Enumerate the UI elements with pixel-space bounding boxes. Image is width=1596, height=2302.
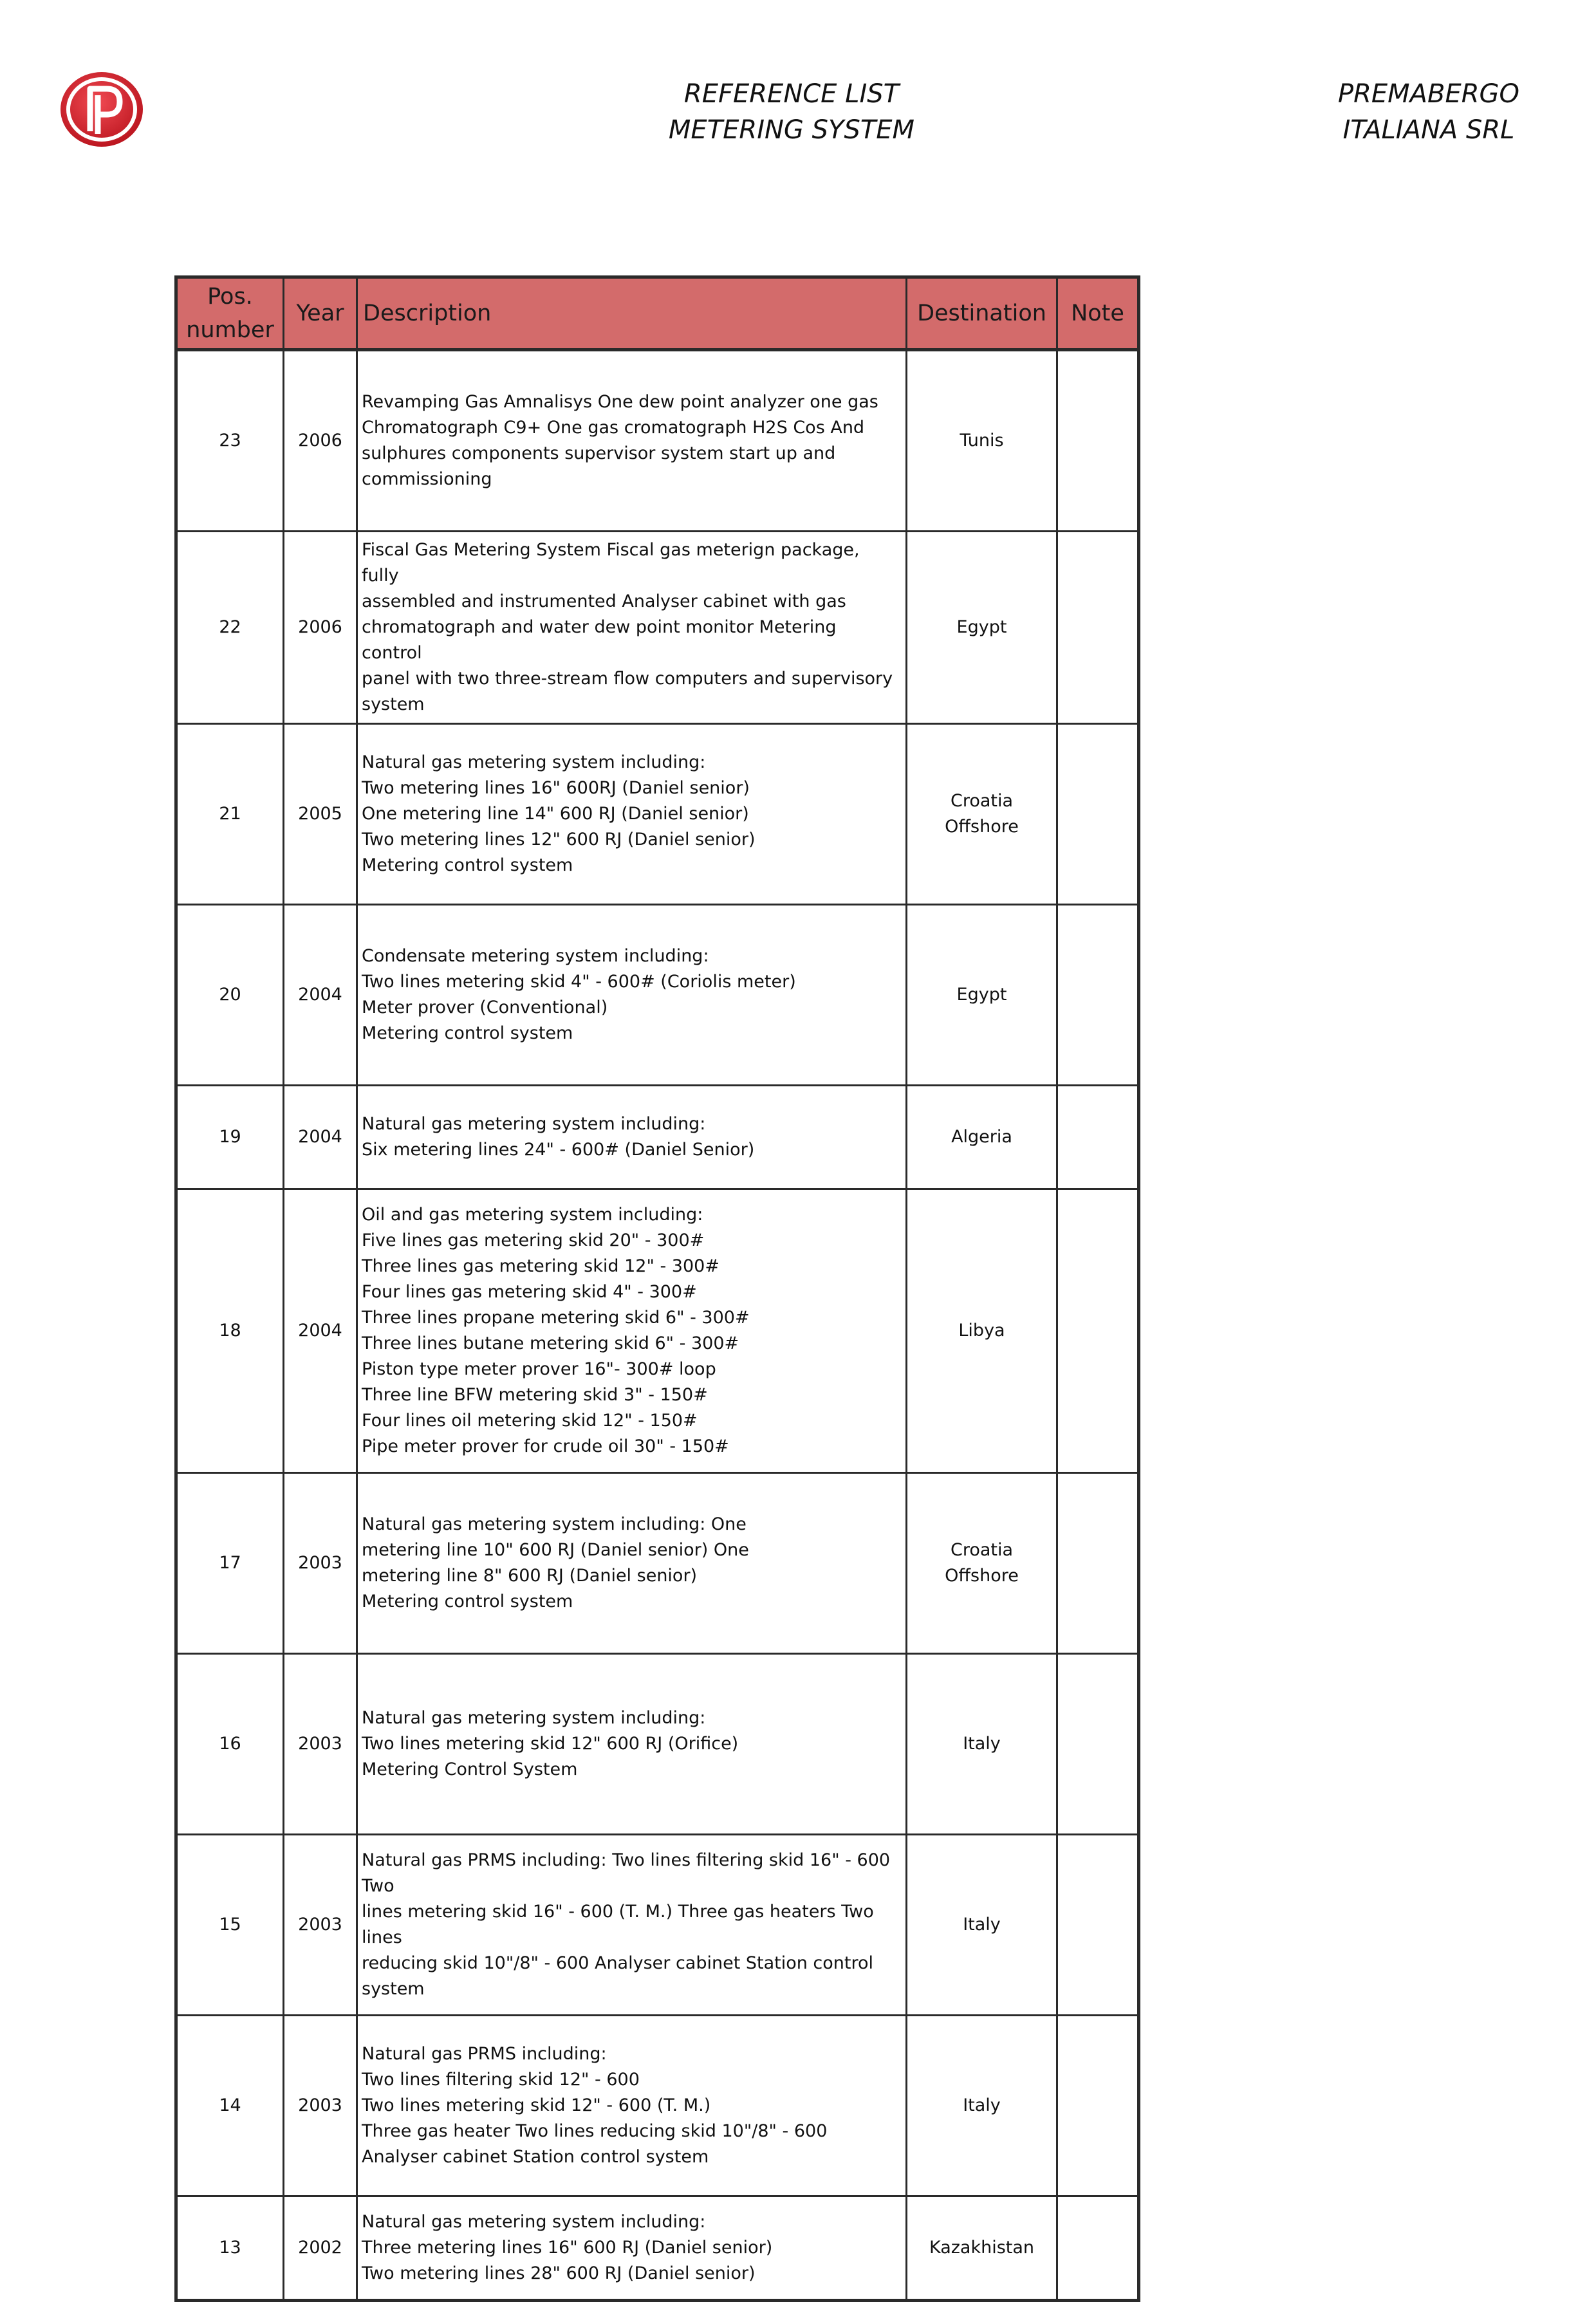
description-line: chromatograph and water dew point monitor Metering control [362,617,837,663]
description-cell [357,350,907,532]
table-row [176,2196,1139,2301]
description-line: Three lines gas metering skid 12" - 300# [362,1256,719,1276]
note-cell [1057,2016,1139,2196]
table-header-row [176,277,1139,350]
description-line: Meter prover (Conventional) [362,998,608,1017]
company-line-1: PREMABERGO [1337,79,1520,109]
destination-cell: Italy [907,1835,1057,2016]
destination-cell: Egypt [907,532,1057,724]
destination-cell: Croatia Offshore [907,1473,1057,1654]
pos-cell: 13 [176,2196,284,2301]
description-line: One metering line 14" 600 RJ (Daniel senior) [362,804,749,824]
destination-cell: Croatia Offshore [907,724,1057,905]
destination-cell: Tunis [907,350,1057,532]
note-cell [1057,724,1139,905]
destination-cell: Italy [907,2016,1057,2196]
title-line-1: REFERENCE LIST [683,79,900,109]
description-line: Two metering lines 12" 600 RJ (Daniel senior) [362,830,756,849]
description-line: Four lines gas metering skid 4" - 300# [362,1282,697,1302]
company-line-2: ITALIANA SRL [1342,115,1515,145]
note-cell [1057,905,1139,1086]
column-header-note: Note [1057,277,1139,350]
table-row [176,1654,1139,1835]
note-cell [1057,350,1139,532]
year-cell: 2004 [284,1189,357,1473]
description-line: Piston type meter prover 16"- 300# loop [362,1359,716,1379]
destination-cell: Algeria [907,1086,1057,1189]
pos-cell: 22 [176,532,284,724]
table-row [176,2016,1139,2196]
description-cell [357,905,907,1086]
description-line: system [362,694,425,714]
column-header-pos [176,277,284,350]
description-line: Natural gas metering system including: [362,1114,706,1134]
note-cell [1057,2196,1139,2301]
pos-cell: 15 [176,1835,284,2016]
description-line: Four lines oil metering skid 12" - 150# [362,1411,698,1431]
column-header-pos-line-2: number [186,317,274,343]
table-row [176,905,1139,1086]
description-line: Two metering lines 28" 600 RJ (Daniel senior) [362,2263,756,2283]
year-cell: 2004 [284,905,357,1086]
description-line: Two lines filtering skid 12" - 600 [362,2070,640,2090]
destination-cell: Libya [907,1189,1057,1473]
description-line: Three gas heater Two lines reducing skid 10"/8" - 600 [362,2121,828,2141]
description-line: Two lines metering skid 12" 600 RJ (Orifice) [362,1734,739,1754]
column-header-pos-line-1: Pos. [207,284,253,310]
description-line: Two metering lines 16" 600RJ (Daniel senior) [362,778,750,798]
description-line: Metering control system [362,1023,573,1043]
reference-table [174,275,1140,2302]
pos-cell: 16 [176,1654,284,1835]
column-header-destination: Destination [907,277,1057,350]
year-cell: 2003 [284,1473,357,1654]
note-cell [1057,1654,1139,1835]
description-line: Natural gas PRMS including: [362,2044,607,2064]
table-row [176,1473,1139,1654]
description-line: assembled and instrumented Analyser cabinet with gas [362,591,846,611]
description-cell [357,724,907,905]
description-line: lines metering skid 16" - 600 (T. M.) Three gas heaters Two lines [362,1902,874,1947]
description-line: Pipe meter prover for crude oil 30" - 150# [362,1436,729,1456]
destination-cell: Italy [907,1654,1057,1835]
company-name [1281,76,1577,148]
description-line: Three lines propane metering skid 6" - 300# [362,1308,750,1328]
table-row [176,350,1139,532]
column-header-year: Year [284,277,357,350]
year-cell: 2006 [284,350,357,532]
description-line: Five lines gas metering skid 20" - 300# [362,1230,705,1250]
description-line: Analyser cabinet Station control system [362,2147,709,2167]
table-row [176,1835,1139,2016]
year-cell: 2005 [284,724,357,905]
description-cell [357,2016,907,2196]
description-line: commissioning [362,469,492,489]
document-title [579,76,1004,148]
pos-cell: 23 [176,350,284,532]
description-cell [357,2196,907,2301]
description-line: Metering control system [362,1592,573,1611]
year-cell: 2003 [284,1654,357,1835]
description-line: Two lines metering skid 12" - 600 (T. M.) [362,2095,711,2115]
description-line: Oil and gas metering system including: [362,1205,703,1225]
pos-cell: 19 [176,1086,284,1189]
note-cell [1057,1189,1139,1473]
destination-cell: Egypt [907,905,1057,1086]
destination-cell: Kazakhistan [907,2196,1057,2301]
description-cell [357,1835,907,2016]
column-header-description: Description [357,277,907,350]
description-line: metering line 10" 600 RJ (Daniel senior) One [362,1540,749,1560]
description-line: Natural gas PRMS including: Two lines filtering skid 16" - 600 Two [362,1850,891,1896]
note-cell [1057,1835,1139,2016]
year-cell: 2006 [284,532,357,724]
description-line: panel with two three-stream flow computers and supervisory [362,669,893,689]
description-line: Three lines butane metering skid 6" - 300# [362,1333,739,1353]
table-row [176,1086,1139,1189]
description-cell [357,1473,907,1654]
description-line: sulphures components supervisor system start up and [362,443,836,463]
description-cell [357,532,907,724]
description-line: metering line 8" 600 RJ (Daniel senior) [362,1566,698,1586]
description-line: Two lines metering skid 4" - 600# (Coriolis meter) [362,972,796,992]
year-cell: 2002 [284,2196,357,2301]
description-line: Natural gas metering system including: [362,2212,706,2232]
table-row [176,532,1139,724]
note-cell [1057,1086,1139,1189]
description-cell [357,1086,907,1189]
description-line: Natural gas metering system including: [362,1708,706,1728]
note-cell [1057,532,1139,724]
description-line: Fiscal Gas Metering System Fiscal gas meterign package, fully [362,540,860,586]
table-row [176,724,1139,905]
pos-cell: 20 [176,905,284,1086]
description-line: Three metering lines 16" 600 RJ (Daniel senior) [362,2238,773,2258]
description-cell [357,1189,907,1473]
description-line: Condensate metering system including: [362,946,709,966]
title-line-2: METERING SYSTEM [668,115,915,145]
description-line: Revamping Gas Amnalisys One dew point analyzer one gas [362,392,878,412]
description-line: Natural gas metering system including: One [362,1514,747,1534]
year-cell: 2004 [284,1086,357,1189]
pos-cell: 18 [176,1189,284,1473]
note-cell [1057,1473,1139,1654]
year-cell: 2003 [284,2016,357,2196]
premabergo-logo-icon [58,70,145,149]
pos-cell: 21 [176,724,284,905]
description-line: reducing skid 10"/8" - 600 Analyser cabinet Station control system [362,1953,874,1999]
description-line: Chromatograph C9+ One gas cromatograph H2S Cos And [362,418,865,438]
description-line: Metering Control System [362,1759,578,1779]
pos-cell: 14 [176,2016,284,2196]
year-cell: 2003 [284,1835,357,2016]
pos-cell: 17 [176,1473,284,1654]
description-line: Three line BFW metering skid 3" - 150# [362,1385,708,1405]
description-line: Natural gas metering system including: [362,752,706,772]
table-row [176,1189,1139,1473]
description-line: Six metering lines 24" - 600# (Daniel Senior) [362,1140,755,1160]
description-line: Metering control system [362,855,573,875]
description-cell [357,1654,907,1835]
